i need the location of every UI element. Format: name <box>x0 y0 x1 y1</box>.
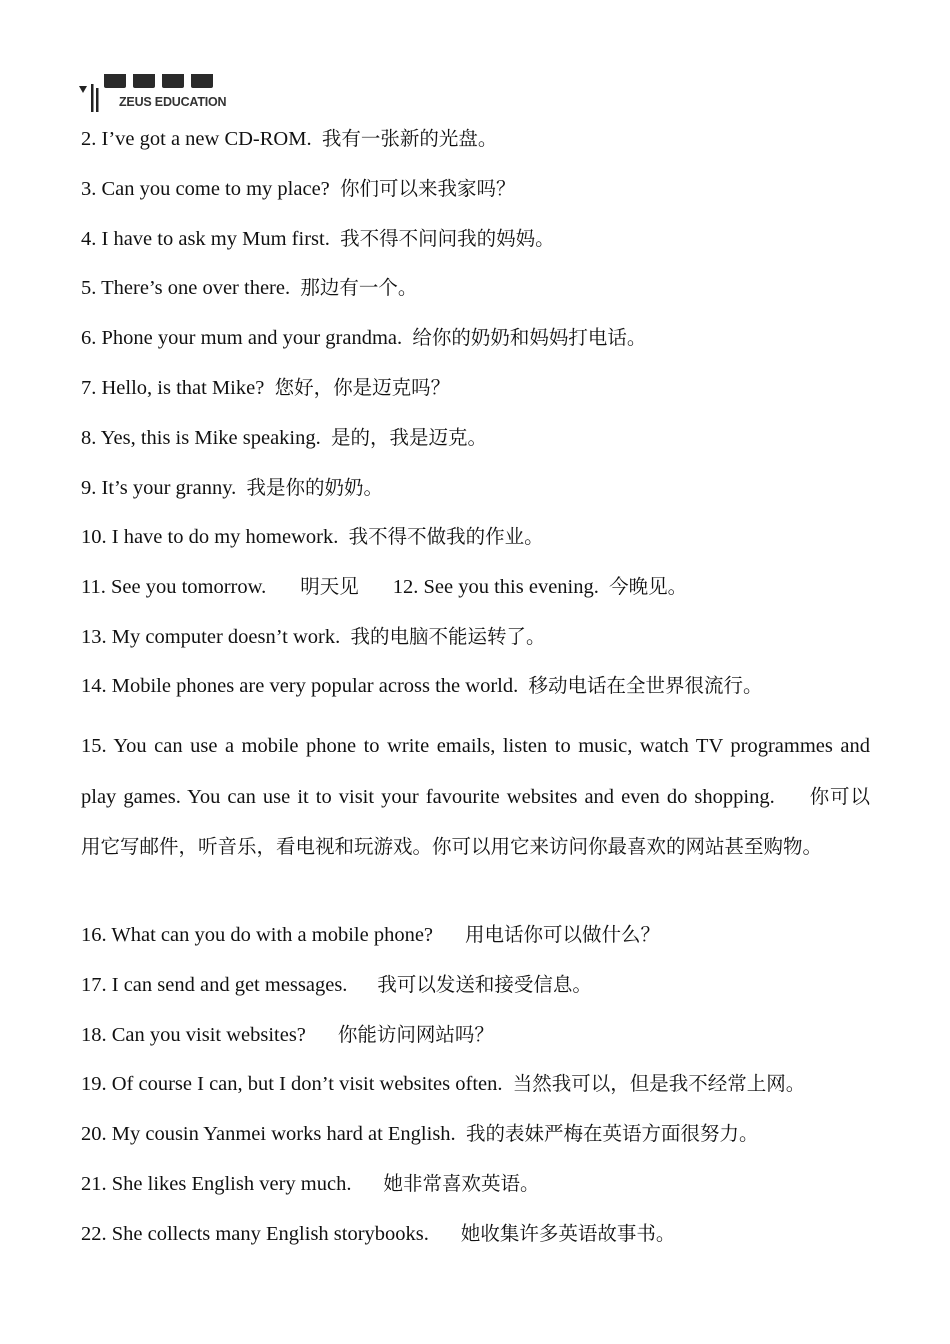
sentence-line <box>81 1170 539 1198</box>
sentence-line <box>81 1021 494 1049</box>
logo-chinese-wordmark <box>104 74 234 88</box>
sentence-line <box>81 523 544 551</box>
english-text: 22. She collects many English storybooks. <box>81 1223 429 1245</box>
chinese-translation: 你能访问网站吗？ <box>337 1023 494 1046</box>
chinese-translation: 移动电话在全世界很流行。 <box>528 674 763 697</box>
english-text: 5. There’s one over there. <box>81 277 291 299</box>
english-text: 18. Can you visit websites? <box>81 1024 306 1046</box>
english-text: 15. You can use a mobile phone to write emails, listen to music, watch TV programmes and play games. You can use it to visit your favourite websites and even do shopping. <box>81 735 870 808</box>
sentence-line <box>81 623 546 651</box>
logo-mark-icon <box>78 84 104 112</box>
english-text: 2. I’ve got a new CD-ROM. <box>81 128 312 150</box>
chinese-translation: 我不得不问问我的妈妈。 <box>340 227 555 250</box>
sentence-line <box>81 474 383 502</box>
chinese-translation: 今晚见。 <box>609 575 688 598</box>
english-text: 19. Of course I can, but I don’t visit websites often. <box>81 1073 503 1095</box>
sentence-line <box>81 1070 805 1098</box>
english-text: 10. I have to do my homework. <box>81 526 339 548</box>
english-text: 13. My computer doesn’t work. <box>81 626 341 648</box>
chinese-translation: 她收集许多英语故事书。 <box>460 1222 676 1245</box>
english-text: 11. See you tomorrow. <box>81 576 267 598</box>
english-text: 7. Hello, is that Mike? <box>81 377 265 399</box>
sentence-line <box>81 1120 758 1148</box>
sentence-line <box>81 971 592 999</box>
chinese-translation: 你可以用它写邮件，听音乐，看电视和玩游戏。你可以用它来访问你最喜欢的网站甚至购物。 <box>81 784 870 859</box>
english-text: 9. It’s your granny. <box>81 477 237 499</box>
english-text: 21. She likes English very much. <box>81 1173 352 1195</box>
chinese-translation: 当然我可以，但是我不经常上网。 <box>512 1072 806 1095</box>
chinese-translation: 我有一张新的光盘。 <box>321 127 498 150</box>
english-text: 4. I have to ask my Mum first. <box>81 228 330 250</box>
zeus-education-logo <box>78 80 248 114</box>
chinese-translation: 我可以发送和接受信息。 <box>377 973 592 996</box>
english-text: 20. My cousin Yanmei works hard at English. <box>81 1123 456 1145</box>
chinese-translation: 是的，我是迈克。 <box>331 426 488 449</box>
sentence-line <box>81 672 762 700</box>
logo-text: ZEUS EDUCATION <box>119 95 227 109</box>
chinese-translation: 我的电脑不能运转了。 <box>350 625 546 648</box>
sentence-line <box>81 175 516 203</box>
sentence-line <box>81 921 660 949</box>
english-text: 6. Phone your mum and your grandma. <box>81 327 403 349</box>
chinese-translation: 那边有一个。 <box>300 276 418 299</box>
chinese-translation: 我的表妹严梅在英语方面很努力。 <box>465 1122 759 1145</box>
chinese-translation: 我是你的奶奶。 <box>246 476 384 499</box>
chinese-translation: 明天见 <box>300 575 359 598</box>
sentence-line <box>81 374 450 402</box>
chinese-translation: 用电话你可以做什么？ <box>465 923 661 946</box>
sentence-line <box>81 225 555 253</box>
sentence-line <box>81 424 487 452</box>
sentence-line <box>81 274 417 302</box>
english-text: 8. Yes, this is Mike speaking. <box>81 427 321 449</box>
english-text: 14. Mobile phones are very popular across the world. <box>81 675 519 697</box>
chinese-translation: 给你的奶奶和妈妈打电话。 <box>412 326 647 349</box>
sentence-line <box>81 1220 675 1248</box>
english-text: 16. What can you do with a mobile phone? <box>81 924 434 946</box>
english-text: 3. Can you come to my place? <box>81 178 330 200</box>
chinese-translation: 您好，你是迈克吗？ <box>274 376 451 399</box>
chinese-translation: 她非常喜欢英语。 <box>383 1172 540 1195</box>
sentence-line <box>81 573 687 601</box>
sentence-line <box>81 125 497 153</box>
chinese-translation: 你们可以来我家吗？ <box>340 177 516 200</box>
english-text: 12. See you this evening. <box>392 576 599 598</box>
paragraph-15 <box>81 722 870 873</box>
sentence-line <box>81 324 646 352</box>
chinese-translation: 我不得不做我的作业。 <box>348 525 544 548</box>
english-text: 17. I can send and get messages. <box>81 974 348 996</box>
